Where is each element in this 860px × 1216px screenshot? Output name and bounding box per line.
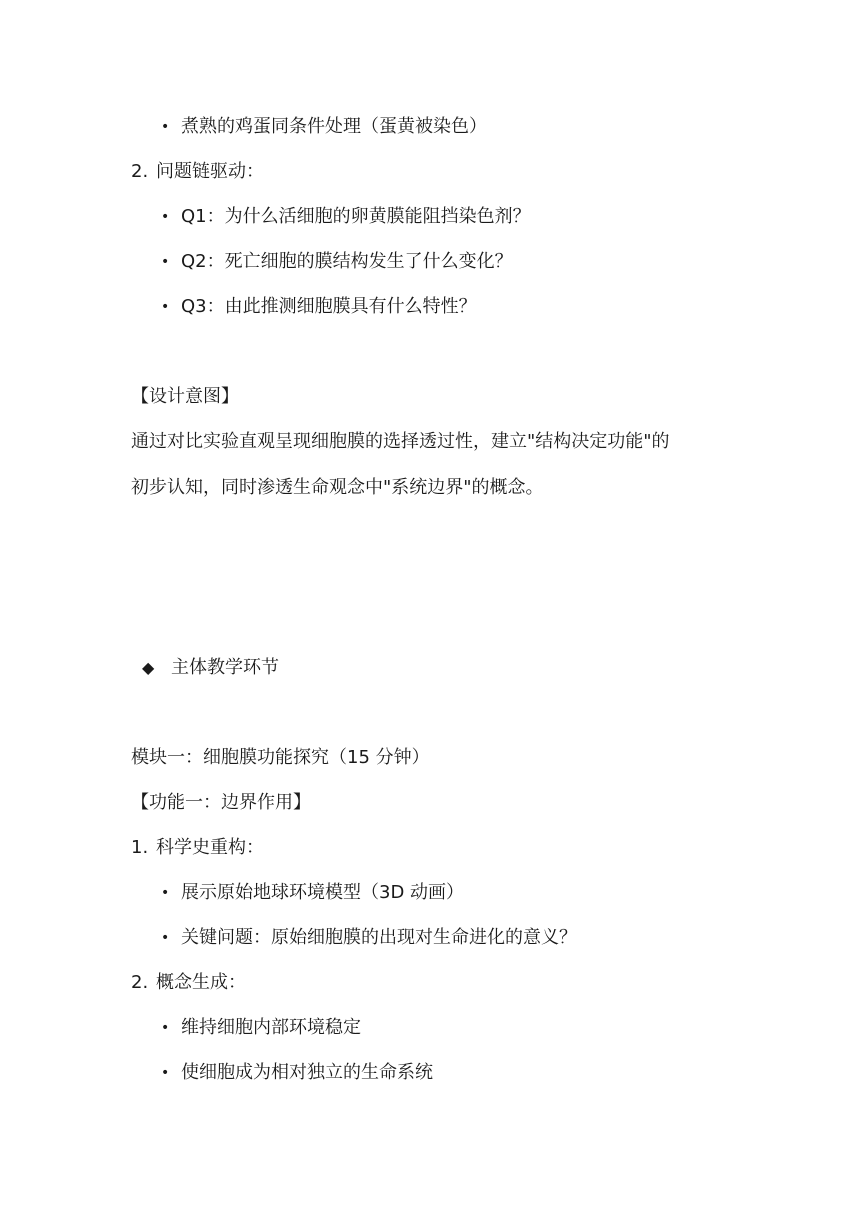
bullet-dot: • <box>161 254 170 270</box>
bullet-dot: • <box>161 119 170 135</box>
question-item: Q1：为什么活细胞的卵黄膜能阻挡染色剂？ <box>181 206 531 227</box>
list-number: 1. <box>131 837 149 858</box>
bullet-item: 展示原始地球环境模型（3D 动画） <box>181 882 465 903</box>
list-item-label: 科学史重构： <box>156 837 264 858</box>
design-intent-paragraph-line: 通过对比实验直观呈现细胞膜的选择透过性，建立"结构决定功能"的 <box>131 431 670 452</box>
list-number: 2. <box>131 161 149 182</box>
bullet-dot: • <box>161 1065 170 1081</box>
bullet-item: 使细胞成为相对独立的生命系统 <box>181 1062 433 1083</box>
question-item: Q3：由此推测细胞膜具有什么特性？ <box>181 296 477 317</box>
list-item-label: 问题链驱动： <box>156 161 264 182</box>
design-intent-paragraph-line: 初步认知，同时渗透生命观念中"系统边界"的概念。 <box>131 477 544 498</box>
bullet-egg-text: 煮熟的鸡蛋同条件处理（蛋黄被染色） <box>181 116 487 137</box>
diamond-bullet-icon: ◆ <box>142 658 155 677</box>
function-heading: 【功能一：边界作用】 <box>131 792 311 813</box>
bullet-dot: • <box>161 930 170 946</box>
bullet-dot: • <box>161 209 170 225</box>
list-number: 2. <box>131 972 149 993</box>
design-intent-heading: 【设计意图】 <box>131 386 239 407</box>
bullet-dot: • <box>161 885 170 901</box>
bullet-item: 维持细胞内部环境稳定 <box>181 1017 361 1038</box>
module-title: 模块一：细胞膜功能探究（15 分钟） <box>131 747 430 768</box>
bullet-item: 关键问题：原始细胞膜的出现对生命进化的意义？ <box>181 927 577 948</box>
bullet-dot: • <box>161 1020 170 1036</box>
section-heading: 主体教学环节 <box>171 657 279 678</box>
bullet-dot: • <box>161 299 170 315</box>
question-item: Q2：死亡细胞的膜结构发生了什么变化？ <box>181 251 513 272</box>
list-item-label: 概念生成： <box>156 972 246 993</box>
